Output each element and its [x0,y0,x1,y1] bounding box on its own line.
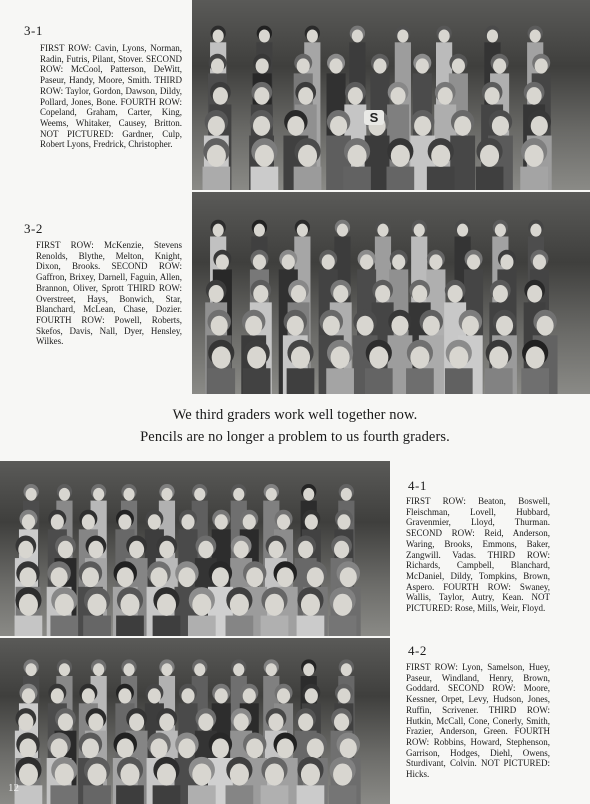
student-face [51,738,68,758]
student-face [51,514,64,529]
student-face [233,663,244,676]
student-face [423,316,440,336]
student-face [208,116,225,136]
students-group [192,0,590,190]
student-body [188,616,216,636]
student-face [448,285,463,303]
student-face [348,87,363,105]
student-face [150,567,167,587]
student-face [87,763,106,785]
student-face [123,663,134,676]
student-face [55,763,74,785]
student-face [192,594,211,616]
student-face [246,738,263,758]
student-face [467,254,480,269]
student-body [243,368,271,394]
student-face [392,254,405,269]
student-face [457,224,468,237]
student-face [255,145,274,167]
student-face [337,514,350,529]
student-face [282,254,295,269]
student-face [303,488,314,501]
student-face [55,594,74,616]
student-face [253,116,270,136]
student-face [266,663,277,676]
student-face [531,116,548,136]
student-face [194,663,205,676]
student-face [291,346,310,368]
student-face [268,713,283,731]
student-face [527,87,542,105]
student-face [120,594,139,616]
student-face [414,224,425,237]
class-photo-3-1 [192,0,590,190]
student-face [178,567,195,587]
student-face [259,30,270,43]
student-face [341,663,352,676]
student-body [188,785,216,804]
student-face [535,58,548,73]
student-face [129,713,144,731]
student-face [254,87,269,105]
student-face [59,488,70,501]
student-face [337,224,348,237]
student-face [454,116,471,136]
student-body [50,785,78,804]
student-body [203,167,231,190]
student-face [18,713,33,731]
student-face [234,541,249,559]
student-face [526,346,545,368]
student-face [301,594,320,616]
student-face [233,488,244,501]
student-face [19,594,38,616]
student-face [212,738,229,758]
student-face [410,346,429,368]
student-body [329,785,357,804]
student-face [530,30,541,43]
student-face [18,541,33,559]
student-body [226,785,254,804]
caption-4-1: FIRST ROW: Beaton, Boswell, Fleischman, Lovell, Hubbard, Gravenmier, Lloyd, Thurman. SECOND ROW: Reid, Anderson, Waring, Brooks, Emmons, Baker, Zangwill. Vadas. THIRD ROW: Richards, Campbell, Blanchard, McDaniel, Dildy, Tompkins, Brown, Aspero. FOURTH ROW: Swaney, Wallis, Taylor, Autry, Kean. NOT PICTURED: Rose, Mills, Weir, Floyd. [406,496,550,614]
student-face [118,688,131,703]
student-face [340,738,357,758]
student-face [480,145,499,167]
student-face [215,688,228,703]
student-face [301,763,320,785]
student-face [82,567,99,587]
student-body [326,368,354,394]
student-face [341,488,352,501]
student-face [357,316,374,336]
student-face [416,58,429,73]
student-face [307,30,318,43]
student-face [22,514,35,529]
student-face [212,567,229,587]
student-face [19,567,36,587]
section-label-4-1: 4-1 [408,478,427,493]
student-face [337,688,350,703]
student-face [211,58,224,73]
middle-text-line-2: Pencils are no longer a problem to us fourth graders. [140,429,450,445]
student-face [265,763,284,785]
student-face [253,254,266,269]
student-face [253,285,268,303]
student-face [533,254,546,269]
student-face [496,316,513,336]
student-face [215,514,228,529]
student-face [88,541,103,559]
student-face [377,224,388,237]
caption-3-2: FIRST ROW: McKenzie, Stevens Renolds, Blythe, Melton, Knight, Dixon, Brooks. SECOND ROW: Gaffron, Brixey, Darnell, Faguin, Allen, Brannon, Oliver, Sprott THIRD ROW: Overstreet, Hays, Bonwich, Star, Blanchard, McLean, Chase, Dozier. FOURTH ROW: Powell, Roberts, Skefos, Davis, Nall, Dyer, Hensley, Wilkes. [36,240,182,347]
student-face [159,713,174,731]
student-face [375,285,390,303]
student-face [277,688,290,703]
student-face [298,145,317,167]
student-face [26,663,37,676]
student-face [254,224,265,237]
student-body [445,368,473,394]
student-face [247,346,266,368]
student-face [59,663,70,676]
students-group [0,638,390,804]
class-photo-4-2 [0,638,390,804]
student-body [297,785,325,804]
student-face [452,58,465,73]
student-face [211,316,228,336]
sweater-letter: S [364,110,384,125]
student-face [216,254,229,269]
student-face [323,316,340,336]
student-body [297,616,325,636]
student-face [414,116,431,136]
student-face [329,58,342,73]
student-face [429,254,442,269]
student-face [120,763,139,785]
student-face [298,713,313,731]
student-face [340,567,357,587]
student-face [397,30,408,43]
student-face [390,87,405,105]
student-face [527,285,542,303]
student-body [83,616,111,636]
student-face [391,316,408,336]
student-face [19,763,38,785]
student-face [268,541,283,559]
student-face [360,254,373,269]
student-face [19,738,36,758]
section-label-3-2: 3-2 [24,221,43,236]
student-face [93,663,104,676]
student-face [369,346,388,368]
student-face [537,316,554,336]
student-face [51,567,68,587]
student-face [277,514,290,529]
student-body [343,167,371,190]
student-face [333,763,352,785]
student-body [50,616,78,636]
student-face [439,30,450,43]
student-body [287,368,315,394]
student-face [331,346,350,368]
student-face [287,116,304,136]
student-face [412,285,427,303]
student-body [116,616,144,636]
student-face [82,514,95,529]
student-face [157,594,176,616]
student-face [82,738,99,758]
student-face [391,145,410,167]
student-face [525,145,544,167]
student-body [485,368,513,394]
student-face [230,763,249,785]
section-label-4-2: 4-2 [408,643,427,658]
student-face [246,567,263,587]
student-face [303,663,314,676]
student-body [476,167,504,190]
student-face [265,594,284,616]
student-face [287,316,304,336]
student-face [230,594,249,616]
student-face [462,316,479,336]
student-face [118,514,131,529]
student-face [181,688,194,703]
student-face [117,738,134,758]
student-face [530,224,541,237]
student-face [93,488,104,501]
section-label-3-1: 3-1 [24,23,43,38]
student-face [297,58,310,73]
page-number: 12 [8,782,19,794]
student-face [373,58,386,73]
students-group [0,461,390,636]
caption-4-2: FIRST ROW: Lyon, Samelson, Huey, Paseur, Windland, Henry, Brown, Goddard. SECOND ROW: Moore, Kessner, Orpet, Levy, Hudson, Jones, Ruffin, Scrivener. THIRD ROW: Hutkin, McCall, Cone, Conerly, Smith, Frazier, Anderson, Green. FOURTH ROW: Robbins, Howard, Stephenson, Garrison, Hodges, Diehl, Owens, Sturdivant, Colvin. NOT PICTURED: Hicks. [406,662,550,780]
student-face [82,688,95,703]
student-face [178,738,195,758]
student-face [305,514,318,529]
student-face [438,87,453,105]
student-body [153,616,181,636]
student-face [493,58,506,73]
student-face [58,541,73,559]
student-body [207,368,235,394]
student-face [159,541,174,559]
student-body [153,785,181,804]
student-face [495,224,506,237]
student-body [83,785,111,804]
student-face [256,58,269,73]
student-face [88,713,103,731]
student-face [500,254,513,269]
student-face [485,87,500,105]
student-body [15,616,43,636]
student-body [261,616,289,636]
student-face [277,567,294,587]
student-body [406,368,434,394]
student-face [194,488,205,501]
class-photo-3-2 [192,192,590,394]
student-face [347,145,366,167]
middle-text-line-1: We third graders work well together now. [172,407,418,423]
student-face [334,713,349,731]
student-face [87,594,106,616]
student-face [277,738,294,758]
student-face [305,688,318,703]
caption-3-1: FIRST ROW: Cavin, Lyons, Norman, Radin, Futris, Pilant, Stover. SECOND ROW: McCool, Patterson, DeWitt, Paseur, Handy, Moore, Smith. THIRD ROW: Taylor, Gordon, Dawson, Dildy, Pollard, Jones, Bone. FOURTH ROW: Copeland, Graham, Carter, King, Weems, Whitaker, Causey, Britton. NOT PICTURED: Gardner, Culp, Robert Lyons, Fredrick, Christopher. [40,43,182,150]
student-face [26,488,37,501]
student-face [150,738,167,758]
student-face [157,763,176,785]
student-face [148,688,161,703]
student-face [22,688,35,703]
student-face [298,541,313,559]
student-face [209,285,224,303]
student-body [365,368,393,394]
student-body [521,368,549,394]
student-body [116,785,144,804]
student-face [123,488,134,501]
student-face [129,541,144,559]
student-face [161,488,172,501]
student-face [181,514,194,529]
student-face [243,688,256,703]
student-face [161,663,172,676]
student-face [298,87,313,105]
student-body [427,167,455,190]
student-face [449,346,468,368]
student-face [58,713,73,731]
student-face [245,316,262,336]
student-face [297,224,308,237]
student-face [213,30,224,43]
student-face [207,145,226,167]
student-face [148,514,161,529]
student-face [330,116,347,136]
student-face [212,346,231,368]
student-body [261,785,289,804]
student-face [493,285,508,303]
student-face [431,145,450,167]
student-body [251,167,279,190]
student-face [333,594,352,616]
student-face [307,567,324,587]
student-body [294,167,322,190]
student-body [520,167,548,190]
student-face [487,30,498,43]
student-face [322,254,335,269]
student-body [226,616,254,636]
student-face [234,713,249,731]
student-face [198,541,213,559]
student-face [117,567,134,587]
student-face [213,224,224,237]
students-group [192,192,590,394]
student-face [333,285,348,303]
student-body [329,616,357,636]
student-face [352,30,363,43]
student-face [489,346,508,368]
student-face [334,541,349,559]
student-face [291,285,306,303]
student-face [307,738,324,758]
student-face [198,713,213,731]
class-photo-4-1 [0,461,390,636]
student-face [492,116,509,136]
student-face [243,514,256,529]
student-face [213,87,228,105]
student-face [266,488,277,501]
student-body [386,167,414,190]
student-face [51,688,64,703]
student-face [192,763,211,785]
